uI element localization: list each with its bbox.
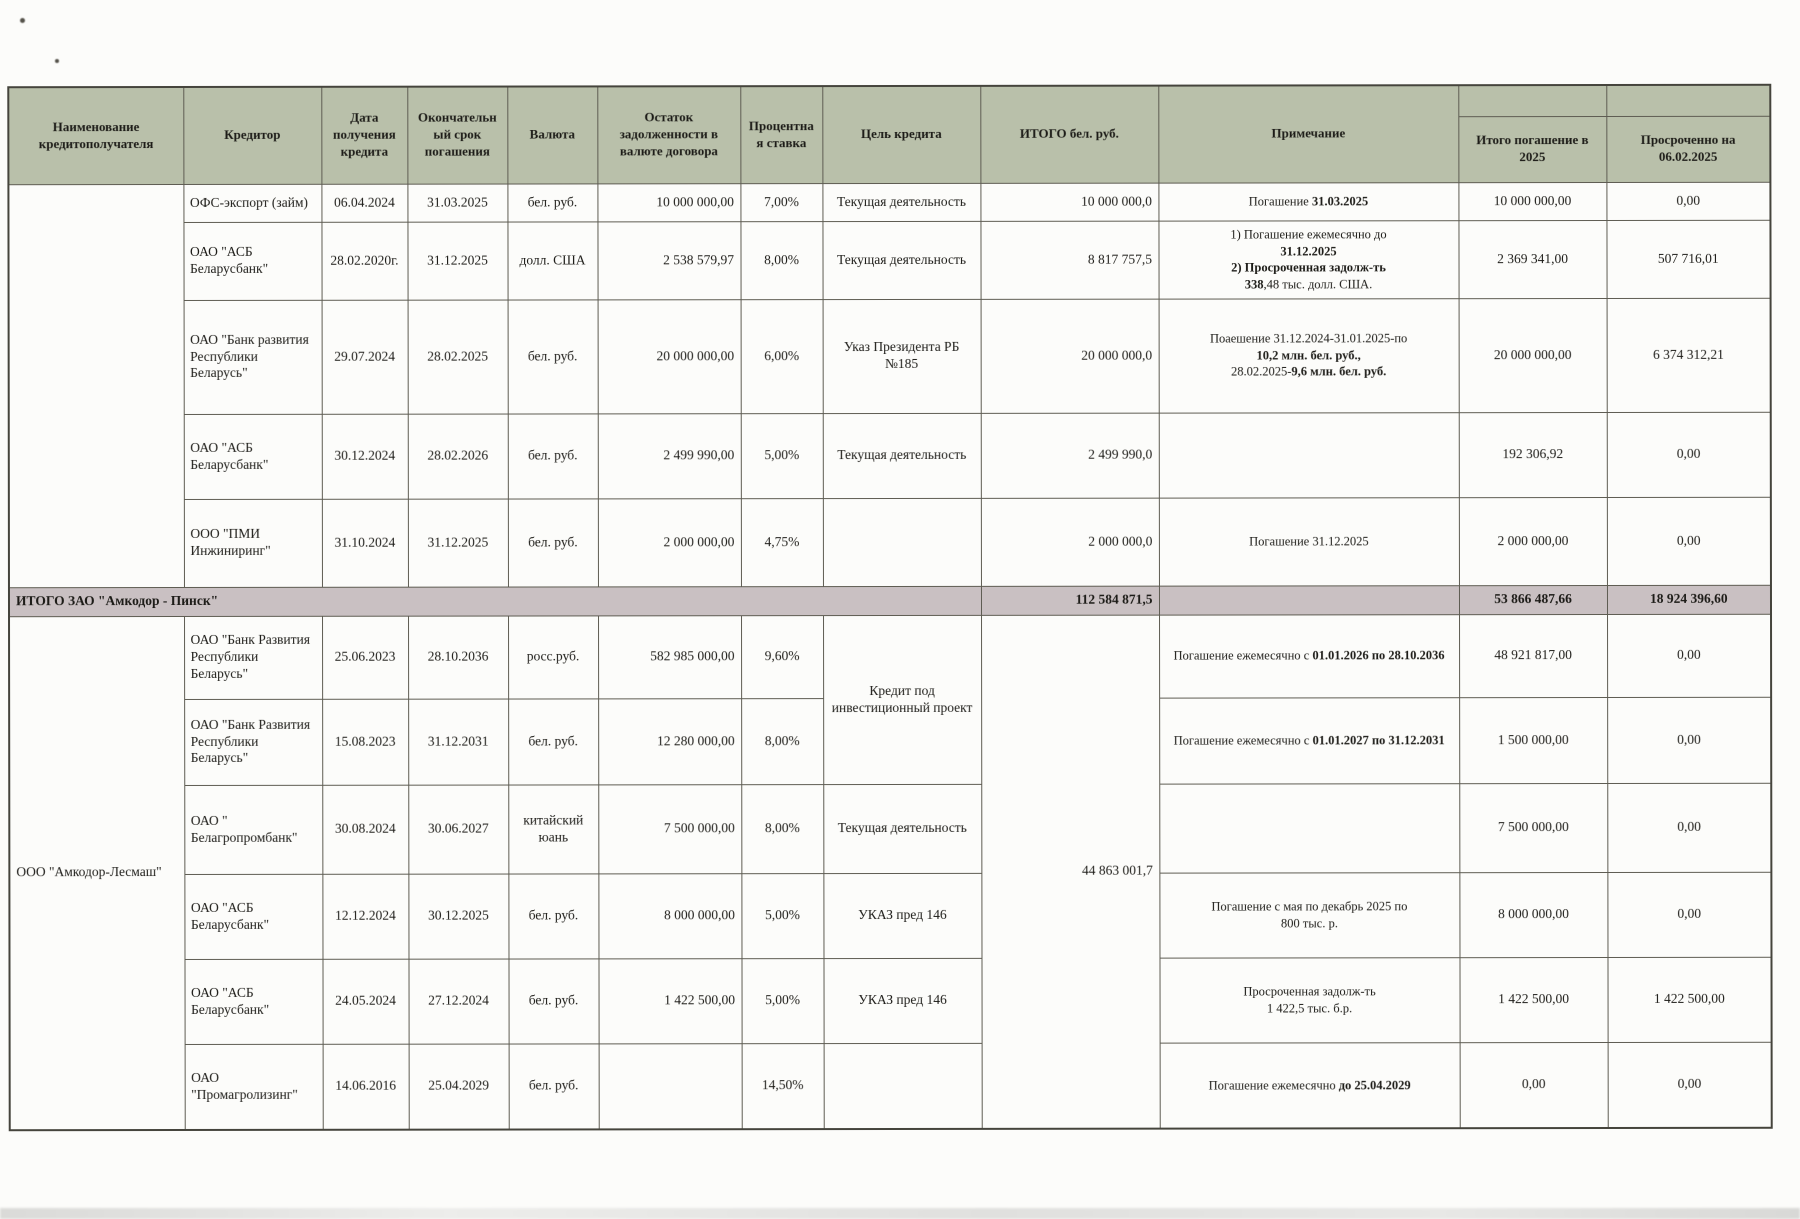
- credit-table-wrap: [7, 84, 1772, 1131]
- cell-date-received: 14.06.2016: [323, 1044, 409, 1130]
- cell-purpose: [824, 1043, 982, 1129]
- table-row: [9, 497, 1771, 587]
- table-row: [9, 614, 1771, 699]
- cell-repaid-2025: 192 306,92: [1459, 412, 1607, 497]
- cell-purpose: УКАЗ пред 146: [823, 873, 981, 958]
- cell-creditor: ОФС-экспорт (займ): [183, 184, 321, 222]
- cell-purpose: Текущая деятельность: [822, 183, 980, 221]
- cell-creditor: ОАО "Банк Развития Республики Беларусь": [184, 616, 322, 699]
- cell-date-received: 29.07.2024: [322, 300, 408, 414]
- cell-currency: бел. руб.: [507, 183, 597, 221]
- cell-currency: росс.руб.: [508, 615, 598, 698]
- cell-rate: 8,00%: [740, 221, 822, 299]
- header-balance: Остаток задолженности в валюте договора: [597, 86, 740, 183]
- cell-overdue: 0,00: [1608, 1042, 1772, 1128]
- cell-date-received: 24.05.2024: [322, 959, 408, 1044]
- header-date-received: Дата получения кредита: [321, 87, 407, 184]
- header-strip-overdue: [1606, 85, 1770, 116]
- table-row: [9, 412, 1771, 499]
- subtotal-note-empty: [1159, 585, 1459, 614]
- cell-balance: 7 500 000,00: [598, 784, 741, 873]
- cell-maturity: 30.12.2025: [408, 874, 508, 959]
- header-creditor: Кредитор: [183, 87, 321, 184]
- cell-balance: 2 000 000,00: [598, 498, 741, 586]
- cell-purpose: Указ Президента РБ №185: [823, 299, 981, 413]
- cell-note: Поаешение 31.12.2024-31.01.2025-по 10,2 млн. бел. руб., 28.02.2025-9,6 млн. бел. руб.: [1159, 298, 1459, 412]
- cell-overdue: 0,00: [1607, 412, 1771, 497]
- table-row: [10, 1042, 1772, 1130]
- cell-creditor: ОАО "Банк развития Республики Беларусь": [184, 300, 322, 414]
- table-row: [8, 182, 1770, 222]
- cell-creditor: ООО "ПМИ Инжиниринг": [184, 499, 322, 587]
- cell-date-received: 06.04.2024: [321, 184, 407, 222]
- subtotal-label: ИТОГО ЗАО "Амкодор - Пинск": [9, 586, 981, 616]
- table-row: [8, 220, 1770, 300]
- cell-rate: 14,50%: [742, 1043, 824, 1129]
- cell-overdue: 6 374 312,21: [1607, 298, 1771, 412]
- cell-purpose-merged: Кредит под инвестиционный проект: [823, 615, 981, 784]
- header-overdue: Просроченно на 06.02.2025: [1606, 116, 1770, 182]
- cell-currency: бел. руб.: [508, 299, 598, 413]
- cell-balance: 2 538 579,97: [597, 221, 740, 299]
- cell-note: Погашение ежемесячно до 25.04.2029: [1160, 1042, 1460, 1128]
- cell-maturity: 25.04.2029: [409, 1044, 509, 1130]
- cell-borrower: ООО "Амкодор-Лесмаш": [9, 616, 185, 1130]
- cell-note: Просроченная задолж-ть 1 422,5 тыс. б.р.: [1159, 957, 1459, 1042]
- cell-note: Погашение ежемесячно с 01.01.2027 по 31.12.2031: [1159, 697, 1459, 783]
- cell-date-received: 25.06.2023: [322, 616, 408, 699]
- cell-total-byn: 20 000 000,0: [981, 299, 1159, 413]
- cell-purpose: Текущая деятельность: [823, 784, 981, 873]
- cell-overdue: 1 422 500,00: [1607, 957, 1771, 1042]
- cell-currency: бел. руб.: [508, 413, 598, 498]
- header-maturity: Окончательный срок погашения: [407, 87, 507, 184]
- cell-date-received: 15.08.2023: [322, 699, 408, 785]
- cell-currency: китайский юань: [508, 784, 598, 873]
- cell-maturity: 31.12.2025: [408, 499, 508, 587]
- subtotal-overdue: 18 924 396,60: [1607, 585, 1771, 614]
- cell-overdue: 0,00: [1607, 697, 1771, 783]
- cell-note: 1) Погашение ежемесячно до 31.12.2025 2) Просроченная задолж-ть 338,48 тыс. долл. США.: [1158, 220, 1458, 298]
- cell-overdue: 0,00: [1607, 872, 1771, 957]
- subtotal-total-byn: 112 584 871,5: [981, 586, 1159, 615]
- header-note: Примечание: [1158, 85, 1458, 182]
- cell-overdue: 0,00: [1606, 182, 1770, 220]
- scan-artifact: [0, 1208, 1800, 1219]
- cell-currency: бел. руб.: [508, 498, 598, 586]
- cell-balance: 12 280 000,00: [598, 698, 741, 784]
- cell-repaid-2025: 1 422 500,00: [1459, 957, 1607, 1042]
- cell-currency: бел. руб.: [509, 1043, 599, 1129]
- cell-currency: долл. США: [507, 221, 597, 299]
- table-row: [9, 872, 1771, 959]
- cell-note: Погашение 31.03.2025: [1158, 182, 1458, 220]
- cell-total-byn: 8 817 757,5: [980, 221, 1158, 299]
- cell-creditor: ОАО "АСБ Беларусбанк": [183, 222, 321, 300]
- cell-balance: 2 499 990,00: [598, 413, 741, 498]
- header-strip-repaid: [1458, 85, 1606, 116]
- cell-repaid-2025: 0,00: [1460, 1042, 1608, 1128]
- cell-rate: 7,00%: [740, 183, 822, 221]
- cell-balance: 10 000 000,00: [597, 183, 740, 221]
- cell-balance: 20 000 000,00: [598, 299, 741, 413]
- cell-creditor: ОАО "Промагролизинг": [185, 1044, 323, 1130]
- cell-total-byn: 2 499 990,0: [981, 413, 1159, 498]
- cell-creditor: ОАО "АСБ Беларусбанк": [184, 874, 322, 959]
- cell-date-received: 31.10.2024: [322, 499, 408, 587]
- cell-maturity: 31.12.2025: [407, 222, 507, 300]
- cell-repaid-2025: 2 369 341,00: [1458, 220, 1606, 298]
- cell-creditor: ОАО "АСБ Беларусбанк": [184, 414, 322, 499]
- cell-balance: [599, 1043, 742, 1129]
- cell-repaid-2025: 7 500 000,00: [1459, 783, 1607, 872]
- cell-creditor: ОАО "Банк Развития Республики Беларусь": [184, 699, 322, 785]
- cell-creditor: ОАО " Белагропромбанк": [184, 785, 322, 874]
- ink-dot: [55, 59, 59, 63]
- header-borrower: Наименование кредитополучателя: [8, 87, 183, 184]
- cell-currency: бел. руб.: [508, 958, 598, 1043]
- cell-repaid-2025: 8 000 000,00: [1459, 872, 1607, 957]
- cell-rate: 5,00%: [741, 873, 823, 958]
- cell-rate: 9,60%: [741, 615, 823, 698]
- cell-date-received: 28.02.2020г.: [321, 222, 407, 300]
- cell-purpose: Текущая деятельность: [823, 413, 981, 498]
- cell-maturity: 30.06.2027: [408, 785, 508, 874]
- cell-total-byn-merged: 44 863 001,7: [981, 615, 1160, 1129]
- cell-total-byn: 2 000 000,0: [981, 498, 1159, 586]
- cell-note: Погашение 31.12.2025: [1159, 497, 1459, 585]
- cell-total-byn: 10 000 000,0: [980, 183, 1158, 221]
- table-row: [9, 298, 1771, 414]
- table-row: [9, 783, 1771, 874]
- cell-rate: 4,75%: [741, 498, 823, 586]
- cell-date-received: 30.12.2024: [322, 414, 408, 499]
- cell-balance: 1 422 500,00: [598, 958, 741, 1043]
- cell-purpose: УКАЗ пред 146: [823, 958, 981, 1043]
- cell-overdue: 507 716,01: [1606, 220, 1770, 298]
- cell-overdue: 0,00: [1607, 783, 1771, 872]
- cell-repaid-2025: 2 000 000,00: [1459, 497, 1607, 585]
- header-purpose: Цель кредита: [822, 86, 980, 183]
- cell-note: [1159, 783, 1459, 872]
- cell-currency: бел. руб.: [508, 698, 598, 784]
- cell-borrower-empty: [8, 184, 184, 587]
- cell-repaid-2025: 10 000 000,00: [1458, 182, 1606, 220]
- cell-purpose: Текущая деятельность: [822, 221, 980, 299]
- cell-date-received: 12.12.2024: [322, 874, 408, 959]
- cell-purpose: [823, 498, 981, 586]
- cell-maturity: 31.03.2025: [407, 184, 507, 222]
- cell-balance: 8 000 000,00: [598, 873, 741, 958]
- header-repaid-2025: Итого погашение в 2025: [1458, 116, 1606, 182]
- cell-maturity: 31.12.2031: [408, 699, 508, 785]
- header-currency: Валюта: [507, 86, 597, 183]
- subtotal-row: [9, 585, 1771, 616]
- cell-balance: 582 985 000,00: [598, 615, 741, 698]
- header-total-byn: ИТОГО бел. руб.: [980, 86, 1158, 183]
- cell-maturity: 28.02.2025: [408, 300, 508, 414]
- header-row: [8, 85, 1770, 118]
- cell-maturity: 27.12.2024: [408, 959, 508, 1044]
- cell-rate: 8,00%: [741, 698, 823, 784]
- cell-note: Погашение с мая по декабрь 2025 по 800 тыс. р.: [1159, 872, 1459, 957]
- credit-table: [7, 84, 1772, 1131]
- cell-currency: бел. руб.: [508, 873, 598, 958]
- cell-rate: 5,00%: [741, 958, 823, 1043]
- cell-maturity: 28.02.2026: [408, 414, 508, 499]
- cell-repaid-2025: 1 500 000,00: [1459, 697, 1607, 783]
- cell-maturity: 28.10.2036: [408, 616, 508, 699]
- cell-overdue: 0,00: [1607, 497, 1771, 585]
- cell-repaid-2025: 20 000 000,00: [1459, 298, 1607, 412]
- cell-note: Погашение ежемесячно с 01.01.2026 по 28.10.2036: [1159, 614, 1459, 697]
- cell-note: [1159, 412, 1459, 497]
- cell-creditor: ОАО "АСБ Беларусбанк": [184, 959, 322, 1044]
- cell-rate: 5,00%: [741, 413, 823, 498]
- header-rate: Процентная ставка: [740, 86, 822, 183]
- cell-rate: 8,00%: [741, 784, 823, 873]
- cell-overdue: 0,00: [1607, 614, 1771, 697]
- ink-dot: [20, 18, 25, 23]
- cell-date-received: 30.08.2024: [322, 785, 408, 874]
- cell-repaid-2025: 48 921 817,00: [1459, 614, 1607, 697]
- table-row: [9, 957, 1771, 1044]
- subtotal-repaid: 53 866 487,66: [1459, 585, 1607, 614]
- cell-rate: 6,00%: [741, 299, 823, 413]
